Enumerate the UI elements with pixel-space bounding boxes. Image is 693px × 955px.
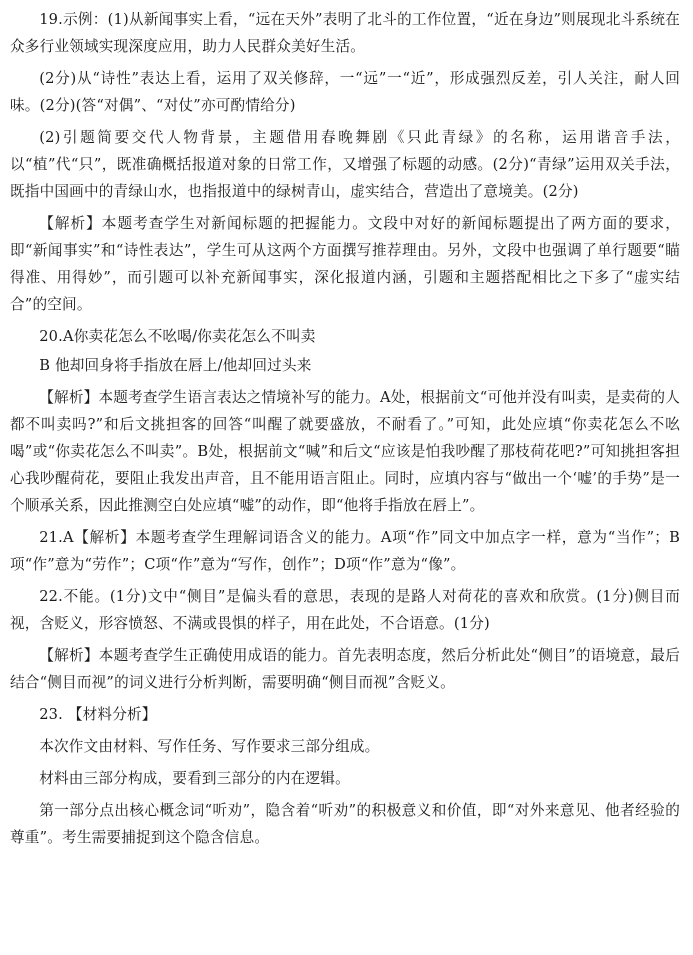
answer-20-a: 20.A你卖花怎么不吆喝/你卖花怎么不叫卖 — [39, 328, 316, 345]
answer-23-material: 材料由三部分构成，要看到三部分的内在逻辑。 — [39, 770, 350, 787]
analysis-20: 【解析】本题考查学生语言表达之情境补写的能力。A处，根据前文“可他并没有叫卖，是卖荷的人都不叫卖吗?”和后文挑担客的回答“叫醒了就要盛放，不耐看了。”可知，此处应填“你卖花怎么不吆喝”或“你卖花怎么不叫卖”。B处，根据前文“喊”和后文“应该是怕我吵醒了那枝荷花吧?”可知挑担客担心我吵醒荷花，要阻止我发出声音，且不能用语言阻止。同时，应填内容与“做出一个‘嘘’的手势”是一个顺承关系，因此推测空白处应填“嘘”的动作，即“他将手指放在唇上”。 — [10, 389, 680, 514]
answer-21: 21.A【解析】本题考查学生理解词语含义的能力。A项“作”同文中加点字一样，意为“当作”；B项“作”意为“劳作”；C项“作”意为“写作，创作”；D项“作”意为“像”。 — [10, 529, 680, 573]
answer-23-composition: 本次作文由材料、写作任务、写作要求三部分组成。 — [39, 738, 380, 755]
answer-20-b: B 他却回身将手指放在唇上/他却回过头来 — [39, 357, 312, 374]
answer-23-part1: 第一部分点出核心概念词“听劝”，隐含着“听劝”的积极意义和价值，即“对外来意见、他者经验的尊重”。考生需要捕捉到这个隐含信息。 — [10, 802, 680, 846]
answer-22: 22.不能。(1分)文中“侧目”是偏头看的意思，表现的是路人对荷花的喜欢和欣赏。(1分)侧目而视，含贬义，形容愤怒、不满或畏惧的样子，用在此处，不合语意。(1分) — [10, 588, 680, 632]
analysis-19: 【解析】本题考查学生对新闻标题的把握能力。文段中对好的新闻标题提出了两方面的要求，即“新闻事实”和“诗性表达”，学生可从这两个方面撰写推荐理由。另外，文段中也强调了单行题要“瞄得准、用得妙”，而引题可以补充新闻事实，深化报道内涵，引题和主题搭配相比之下多了“虚实结合”的空间。 — [10, 215, 680, 313]
analysis-22: 【解析】本题考查学生正确使用成语的能力。首先表明态度，然后分析此处“侧目”的语境意，最后结合“侧目而视”的词义进行分析判断，需要明确“侧目而视”含贬义。 — [10, 647, 680, 691]
answer-23-heading: 23. 【材料分析】 — [39, 706, 157, 723]
answer-document — [10, 6, 680, 856]
answer-19-part2: (2)引题简要交代人物背景，主题借用春晚舞剧《只此青绿》的名称，运用谐音手法，以“植”代“只”，既准确概括报道对象的日常工作，又增强了标题的动感。(2分)“青绿”运用双关手法，既指中国画中的青绿山水，也指报道中的绿树青山，虚实结合，营造出了意境美。(2分) — [10, 129, 680, 200]
answer-19-part1: 19.示例：(1)从新闻事实上看，“远在天外”表明了北斗的工作位置，“近在身边”则展现北斗系统在众多行业领域实现深度应用，助力人民群众美好生活。 — [10, 11, 680, 55]
answer-19-part1-poetic: (2分)从“诗性”表达上看，运用了双关修辞，一“远”一“近”，形成强烈反差，引人关注，耐人回味。(2分)(答“对偶”、“对仗”亦可酌情给分) — [10, 70, 680, 114]
